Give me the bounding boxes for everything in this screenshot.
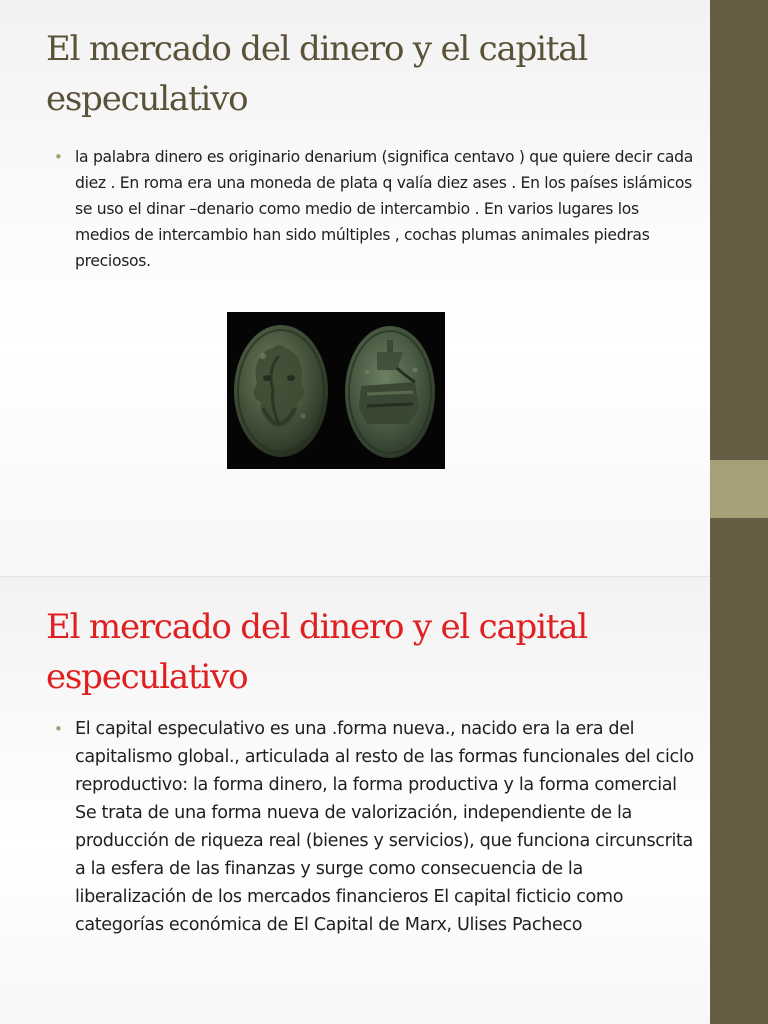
coin-prow-icon xyxy=(345,326,435,458)
slide-1-title: El mercado del dinero y el capital especulativo xyxy=(46,29,588,119)
slide-1-bullet-text: la palabra dinero es originario denarium (significa centavo ) que quiere decir cada diez . En roma era una moneda de plata q valía diez ases . En los países islámicos se uso el dinar –denario como medio de intercambio . En varios lugares los medios de intercambio han sido múltiples , cochas plumas animales piedras preciosos. xyxy=(75,148,694,270)
sidebar-accent-block xyxy=(710,460,768,518)
roman-coins-image xyxy=(227,312,445,469)
slide-2 xyxy=(0,576,710,1024)
slide-2-bullet-list xyxy=(54,715,694,939)
slide-2-bullet-item xyxy=(54,715,694,939)
slide-2-title: El mercado del dinero y el capital especulativo xyxy=(46,607,588,697)
slide-1-bullet-list xyxy=(54,144,694,274)
bullet-dot-icon: • xyxy=(54,720,63,738)
coin-janus-icon xyxy=(234,325,328,457)
bullet-dot-icon: • xyxy=(54,148,63,166)
slide-2-bullet-text: El capital especulativo es una .forma nueva., nacido era la era del capitalismo global., articulada al resto de las formas funcionales del ciclo reproductivo: la forma dinero, la forma productiva y la forma comercial Se trata de una forma nueva de valorización, independiente de la producción de riqueza real (bienes y servicios), que funciona circunscrita a la esfera de las finanzas y surge como consecuencia de la liberalización de los mercados financieros El capital ficticio como categorías económica de El Capital de Marx, Ulises Pacheco xyxy=(75,719,694,935)
slide-1-bullet-item xyxy=(54,144,694,274)
coins-illustration xyxy=(227,312,445,469)
